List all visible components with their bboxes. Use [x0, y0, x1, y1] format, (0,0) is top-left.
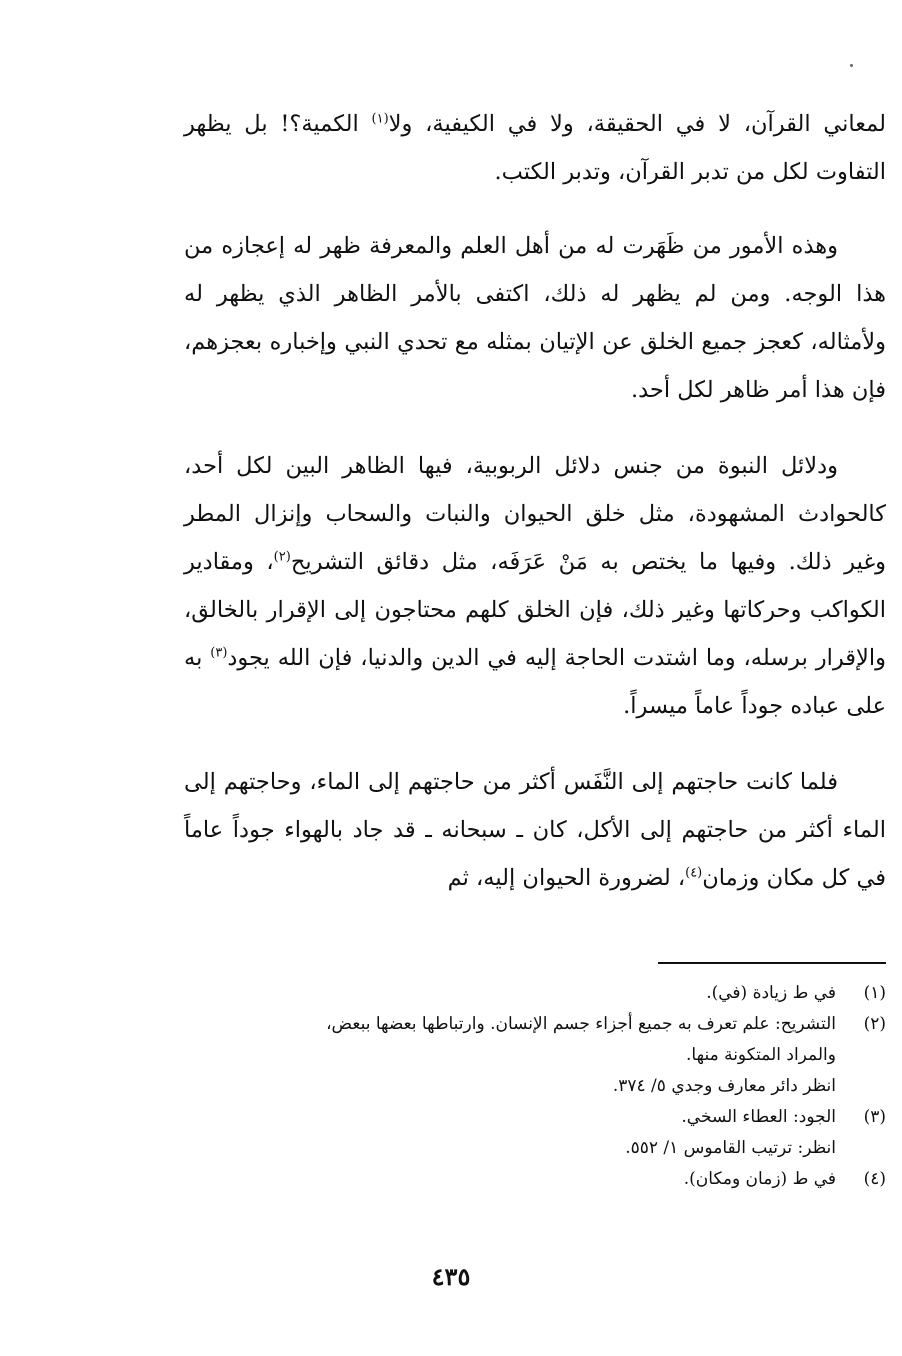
text-run: ، لضرورة الحيوان إليه، ثم [447, 865, 686, 891]
footnote-text [184, 1164, 836, 1195]
footnote-ref: (٣) [210, 645, 228, 661]
text-run: الكمية؟! بل يظهر التفاوت لكل من تدبر القرآن، وتدبر الكتب. [184, 111, 886, 185]
paragraph [184, 100, 886, 196]
footnote-line: انظر: ترتيب القاموس ١/ ٥٥٢. [625, 1138, 836, 1158]
text-run: ، ومقادير الكواكب وحركاتها وغير ذلك، فإن الخلق كلهم محتاجون إلى الإقرار بالخالق، والإقرار برسله، وما اشتدت الحاجة إليه في الدين والدنيا، فإن الله يجود [184, 549, 886, 671]
text-run: فلما كانت حاجتهم إلى النَّفَس أكثر من حاجتهم إلى الماء، وحاجتهم إلى الماء أكثر من حاجتهم إلى الأكل، كان ـ سبحانه ـ قد جاد بالهواء جوداً عاماً في كل مكان وزمان [184, 769, 886, 891]
footnote-text [184, 1009, 836, 1102]
paragraph [184, 222, 886, 414]
footnote-text [184, 978, 836, 1009]
footnote-line: في ط زيادة (في). [706, 983, 836, 1003]
text-run: لمعاني القرآن، لا في الحقيقة، ولا في الكيفية، ولا [388, 111, 887, 137]
footnote-3 [184, 1102, 886, 1164]
footnote-line: الجود: العطاء السخي. [681, 1107, 836, 1127]
footnote-ref: (١) [371, 111, 389, 127]
paragraph [184, 442, 886, 730]
text-run: به على عباده جوداً عاماً ميسراً. [184, 645, 886, 719]
footnote-number: (٤) [863, 1169, 886, 1189]
text-run: ودلائل النبوة من جنس دلائل الربوبية، فيها الظاهر البين لكل أحد، كالحوادث المشهودة، مثل خلق الحيوان والنبات والسحاب وإنزال المطر وغير ذلك. وفيها ما يختص به مَنْ عَرَفَه، مثل دقائق التشريح [184, 453, 886, 575]
paragraph [184, 758, 886, 902]
footnote-separator [658, 962, 886, 964]
footnote-1 [184, 978, 886, 1009]
footnote-number: (٢) [863, 1014, 886, 1034]
footnote-text [184, 1102, 836, 1164]
print-speck [850, 64, 853, 67]
footnote-number: (٣) [863, 1107, 886, 1127]
footnote-line: التشريح: علم تعرف به جميع أجزاء جسم الإنسان. وارتباطها بعضها ببعض، [326, 1014, 836, 1034]
footnote-line: في ط (زمان ومكان). [683, 1169, 836, 1189]
footnote-2 [184, 1009, 886, 1102]
text-run: وهذه الأمور من ظَهَرت له من أهل العلم والمعرفة ظهر له إعجازه من هذا الوجه. ومن لم يظهر له ذلك، اكتفى بالأمر الظاهر الذي يظهر له ولأمثاله، كعجز جميع الخلق عن الإتيان بمثله مع تحدي النبي وإخباره بعجزهم، فإن هذا أمر ظاهر لكل أحد. [184, 233, 886, 403]
page-number: ٤٣٥ [431, 1262, 471, 1291]
footnote-line: انظر دائر معارف وجدي ٥/ ٣٧٤. [612, 1076, 836, 1096]
main-text [184, 100, 886, 930]
footnote-4 [184, 1164, 886, 1195]
footnotes [184, 978, 886, 1195]
footnote-ref: (٢) [273, 549, 291, 565]
footnote-ref: (٤) [685, 865, 703, 881]
footnote-number: (١) [863, 983, 886, 1003]
footnote-line: والمراد المتكونة منها. [686, 1045, 836, 1065]
